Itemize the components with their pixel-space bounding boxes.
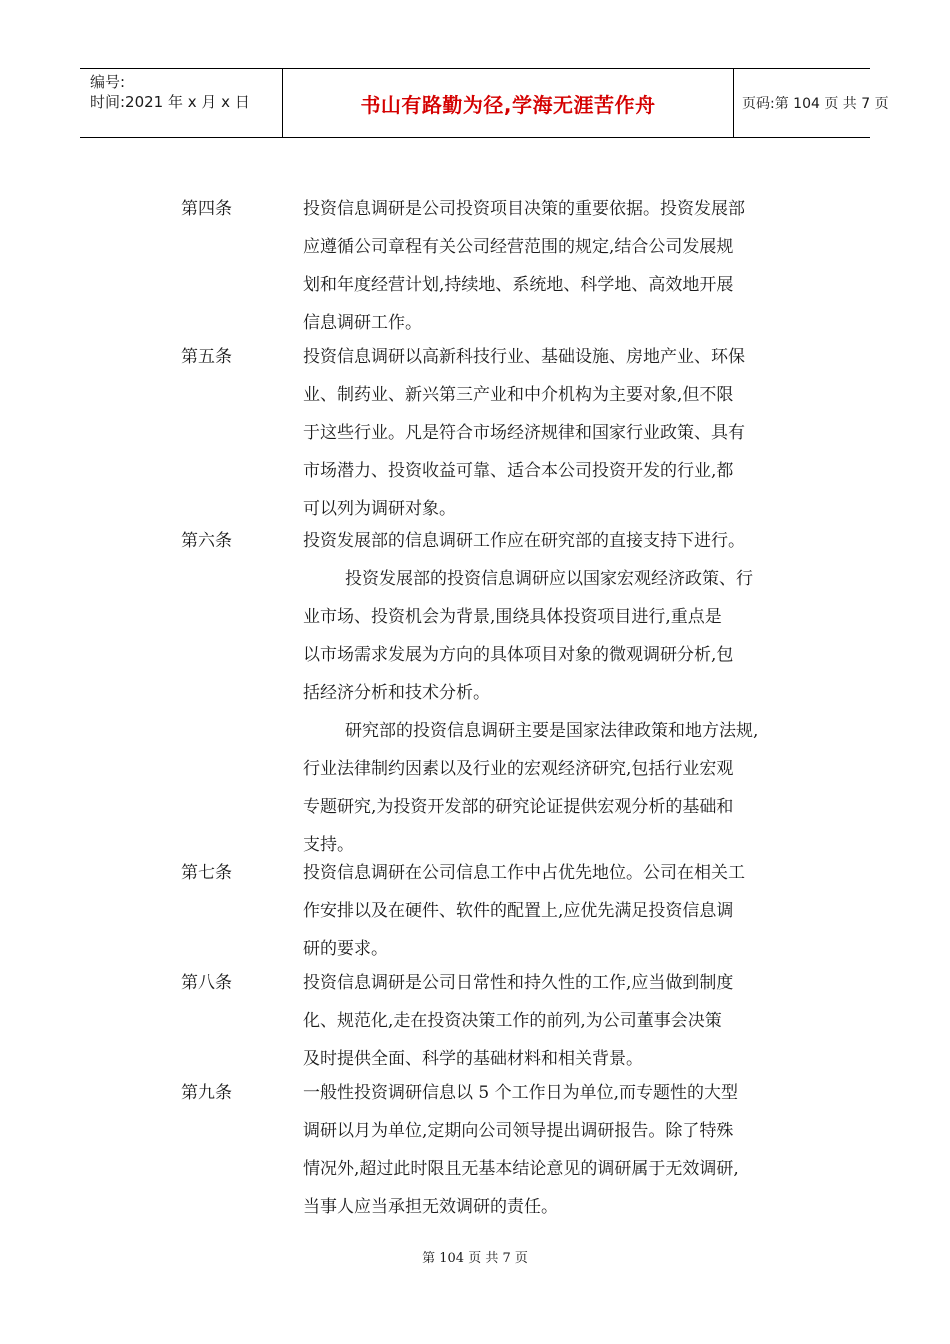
article-body (303, 1082, 815, 1234)
text-line: 当事人应当承担无效调研的责任。 (303, 1197, 558, 1217)
page-footer: 第 104 页 共 7 页 (422, 1251, 528, 1266)
article-label: 第九条 (181, 1083, 232, 1103)
header-motto: 书山有路勤为径,学海无涯苦作舟 (360, 93, 656, 117)
article-body (303, 198, 815, 350)
article-label: 第五条 (181, 347, 232, 367)
text-line: 业市场、投资机会为背景,围绕具体投资项目进行,重点是 (303, 607, 722, 627)
text-line: 可以列为调研对象。 (303, 499, 456, 519)
text-line: 一般性投资调研信息以 5 个工作日为单位,而专题性的大型 (303, 1083, 739, 1103)
text-line: 投资信息调研在公司信息工作中占优先地位。公司在相关工 (303, 863, 745, 883)
article-body (303, 346, 815, 536)
document-number-label: 编号: (90, 73, 126, 91)
text-line: 业、制药业、新兴第三产业和中介机构为主要对象,但不限 (303, 385, 734, 405)
article-label: 第七条 (181, 863, 232, 883)
text-line: 专题研究,为投资开发部的研究论证提供宏观分析的基础和 (303, 797, 734, 817)
text-line: 投资发展部的投资信息调研应以国家宏观经济政策、行 (345, 569, 753, 589)
article-body (303, 862, 815, 976)
text-line: 以市场需求发展为方向的具体项目对象的微观调研分析,包 (303, 645, 734, 665)
text-line: 投资信息调研以高新科技行业、基础设施、房地产业、环保 (303, 347, 745, 367)
article-label: 第六条 (181, 531, 232, 551)
text-line: 投资发展部的信息调研工作应在研究部的直接支持下进行。 (303, 531, 745, 551)
text-line: 行业法律制约因素以及行业的宏观经济研究,包括行业宏观 (303, 759, 734, 779)
text-line: 及时提供全面、科学的基础材料和相关背景。 (303, 1049, 643, 1069)
article-body (303, 530, 815, 872)
text-line: 投资信息调研是公司日常性和持久性的工作,应当做到制度 (303, 973, 734, 993)
article-label: 第八条 (181, 973, 232, 993)
text-line: 研的要求。 (303, 939, 388, 959)
text-line: 划和年度经营计划,持续地、系统地、科学地、高效地开展 (303, 275, 734, 295)
document-time-label: 时间:2021 年 x 月 x 日 (90, 93, 250, 111)
header-page-code: 页码:第 104 页 共 7 页 (742, 96, 889, 112)
text-line: 情况外,超过此时限且无基本结论意见的调研属于无效调研, (303, 1159, 739, 1179)
text-line: 投资信息调研是公司投资项目决策的重要依据。投资发展部 (303, 199, 745, 219)
header-info-cell (80, 69, 282, 137)
text-line: 化、规范化,走在投资决策工作的前列,为公司董事会决策 (303, 1011, 722, 1031)
text-line: 于这些行业。凡是符合市场经济规律和国家行业政策、具有 (303, 423, 745, 443)
text-line: 支持。 (303, 835, 354, 855)
text-line: 应遵循公司章程有关公司经营范围的规定,结合公司发展规 (303, 237, 734, 257)
header-motto-cell (282, 69, 734, 137)
text-line: 研究部的投资信息调研主要是国家法律政策和地方法规, (345, 721, 759, 741)
text-line: 调研以月为单位,定期向公司领导提出调研报告。除了特殊 (303, 1121, 734, 1141)
header-page-cell (734, 69, 889, 137)
text-line: 括经济分析和技术分析。 (303, 683, 490, 703)
document-header (80, 68, 889, 138)
text-line: 市场潜力、投资收益可靠、适合本公司投资开发的行业,都 (303, 461, 734, 481)
text-line: 信息调研工作。 (303, 313, 422, 333)
text-line: 作安排以及在硬件、软件的配置上,应优先满足投资信息调 (303, 901, 734, 921)
article-body (303, 972, 815, 1086)
article-label: 第四条 (181, 199, 232, 219)
